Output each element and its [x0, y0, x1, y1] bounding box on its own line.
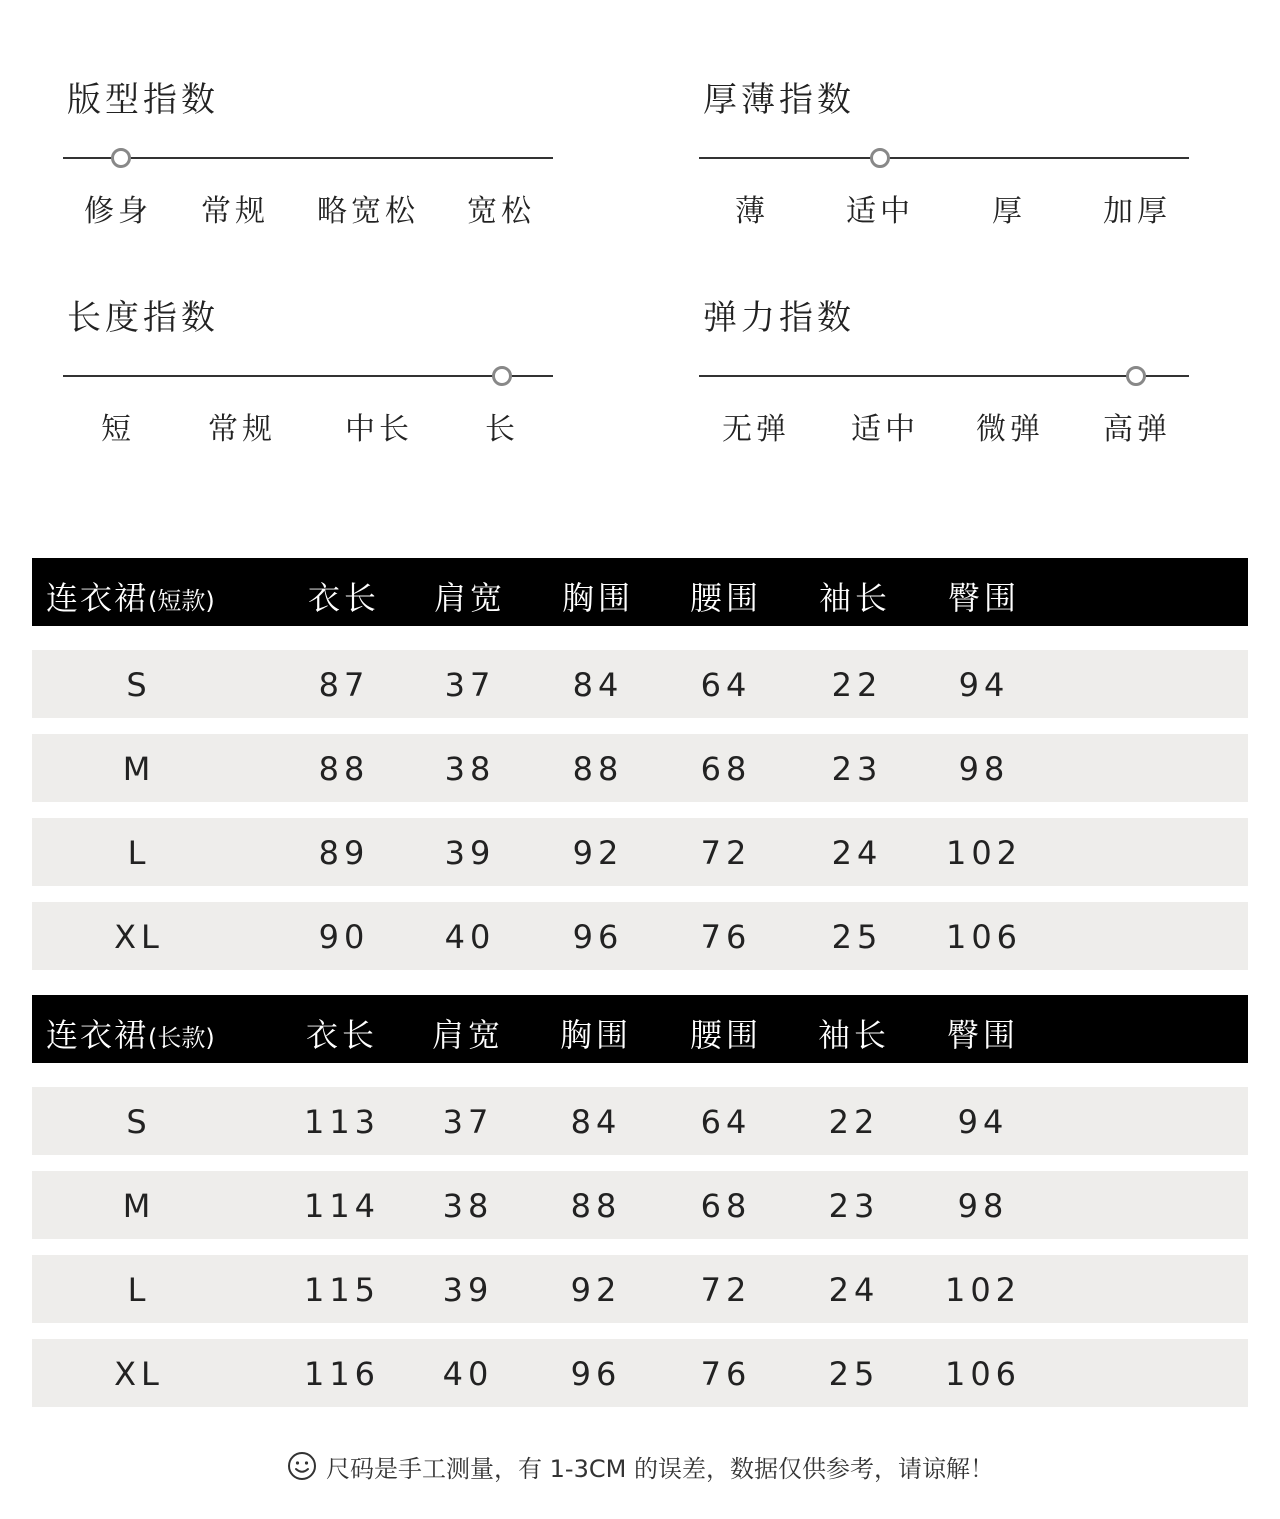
value-cell: 106: [945, 918, 1023, 956]
value-cell: 94: [957, 1103, 1009, 1141]
table-row: [32, 734, 1248, 802]
thickness-label-thin: 薄: [735, 194, 769, 229]
value-cell: 68: [700, 750, 752, 788]
value-cell: 96: [572, 918, 624, 956]
size-cell: L: [127, 1271, 151, 1309]
table-row: [32, 902, 1248, 970]
length-index: [63, 218, 553, 447]
fit-label-slim: 修身: [84, 194, 152, 229]
size-table-long: [32, 995, 1248, 1407]
value-cell: 92: [572, 834, 624, 872]
value-cell: 22: [831, 666, 883, 704]
value-cell: 40: [442, 1355, 494, 1393]
value-cell: 23: [831, 750, 883, 788]
col-header-hip: 臀围: [947, 579, 1021, 617]
col-header-shoulder: 肩宽: [431, 1016, 505, 1054]
table-header: [32, 995, 1248, 1063]
col-header-length: 衣长: [307, 579, 381, 617]
value-cell: 106: [944, 1355, 1022, 1393]
elasticity-label-medium: 适中: [851, 412, 919, 447]
value-cell: 39: [442, 1271, 494, 1309]
value-cell: 38: [444, 750, 496, 788]
value-cell: 37: [444, 666, 496, 704]
table-row: [32, 1171, 1248, 1239]
value-cell: 102: [945, 834, 1023, 872]
measurement-note: [0, 1446, 1280, 1486]
col-header-bust: 胸围: [559, 1016, 633, 1054]
size-cell: S: [126, 1103, 152, 1141]
value-cell: 25: [828, 1355, 880, 1393]
length-label-regular: 常规: [208, 412, 276, 447]
fit-index: [63, 0, 553, 229]
value-cell: 88: [318, 750, 370, 788]
thickness-index-marker: [870, 148, 890, 168]
value-cell: 88: [572, 750, 624, 788]
table-row: [32, 818, 1248, 886]
value-cell: 23: [828, 1187, 880, 1225]
elasticity-index-labels: [699, 404, 1189, 447]
value-cell: 64: [700, 1103, 752, 1141]
size-cell: XL: [114, 918, 164, 956]
value-cell: 24: [828, 1271, 880, 1309]
value-cell: 38: [442, 1187, 494, 1225]
length-index-marker: [492, 366, 512, 386]
value-cell: 116: [303, 1355, 381, 1393]
value-cell: 88: [570, 1187, 622, 1225]
thickness-index-track: [699, 157, 1189, 159]
thickness-index-title: 厚薄指数: [703, 80, 855, 120]
value-cell: 76: [700, 1355, 752, 1393]
elasticity-index-marker: [1126, 366, 1146, 386]
table-row: [32, 1339, 1248, 1407]
value-cell: 115: [303, 1271, 381, 1309]
col-header-waist: 腰围: [689, 1016, 763, 1054]
value-cell: 72: [700, 1271, 752, 1309]
size-cell: S: [126, 666, 152, 704]
value-cell: 89: [318, 834, 370, 872]
smile-icon: [286, 1450, 318, 1482]
value-cell: 24: [831, 834, 883, 872]
thickness-label-medium: 适中: [846, 194, 914, 229]
fit-label-regular: 常规: [201, 194, 269, 229]
table-row: [32, 650, 1248, 718]
thickness-label-thick: 厚: [992, 194, 1026, 229]
size-cell: L: [127, 834, 151, 872]
col-header-length: 衣长: [305, 1016, 379, 1054]
elasticity-label-slight: 微弹: [976, 412, 1044, 447]
length-label-long: 长: [485, 412, 519, 447]
thickness-index: [699, 0, 1189, 229]
table-row: [32, 1255, 1248, 1323]
thickness-label-extra-thick: 加厚: [1103, 194, 1171, 229]
col-header-sleeve: 袖长: [818, 579, 892, 617]
elasticity-label-high: 高弹: [1103, 412, 1171, 447]
value-cell: 113: [303, 1103, 381, 1141]
fit-index-title: 版型指数: [67, 80, 219, 120]
size-cell: M: [122, 750, 156, 788]
length-index-labels: [63, 404, 553, 447]
value-cell: 40: [444, 918, 496, 956]
length-label-short: 短: [101, 412, 135, 447]
size-cell: XL: [114, 1355, 164, 1393]
value-cell: 98: [957, 1187, 1009, 1225]
col-header-hip: 臀围: [946, 1016, 1020, 1054]
table-row: [32, 1087, 1248, 1155]
elasticity-index-track: [699, 375, 1189, 377]
value-cell: 96: [570, 1355, 622, 1393]
value-cell: 90: [318, 918, 370, 956]
value-cell: 98: [958, 750, 1010, 788]
fit-index-track: [63, 157, 553, 159]
value-cell: 37: [442, 1103, 494, 1141]
fit-label-loose: 宽松: [467, 194, 535, 229]
value-cell: 22: [828, 1103, 880, 1141]
elasticity-label-none: 无弹: [722, 412, 790, 447]
col-header-sleeve: 袖长: [817, 1016, 891, 1054]
elasticity-index: [699, 218, 1189, 447]
value-cell: 102: [944, 1271, 1022, 1309]
value-cell: 87: [318, 666, 370, 704]
value-cell: 94: [958, 666, 1010, 704]
value-cell: 25: [831, 918, 883, 956]
value-cell: 84: [572, 666, 624, 704]
table-title: 连衣裙(长款): [46, 1016, 215, 1054]
table-title: 连衣裙(短款): [46, 579, 215, 617]
length-index-track: [63, 375, 553, 377]
value-cell: 92: [570, 1271, 622, 1309]
measurement-note-text: 尺码是手工测量，有 1-3CM 的误差，数据仅供参考，请谅解！: [326, 1454, 994, 1483]
fit-index-marker: [111, 148, 131, 168]
value-cell: 72: [700, 834, 752, 872]
elasticity-index-title: 弹力指数: [703, 298, 855, 338]
fit-label-slightly-loose: 略宽松: [317, 194, 419, 229]
table-header: [32, 558, 1248, 626]
value-cell: 68: [700, 1187, 752, 1225]
col-header-waist: 腰围: [689, 579, 763, 617]
length-label-mid-long: 中长: [345, 412, 413, 447]
value-cell: 84: [570, 1103, 622, 1141]
col-header-shoulder: 肩宽: [433, 579, 507, 617]
length-index-title: 长度指数: [67, 298, 219, 338]
size-cell: M: [122, 1187, 156, 1225]
value-cell: 114: [303, 1187, 381, 1225]
value-cell: 76: [700, 918, 752, 956]
value-cell: 64: [700, 666, 752, 704]
value-cell: 39: [444, 834, 496, 872]
col-header-bust: 胸围: [561, 579, 635, 617]
size-table-short: [32, 558, 1248, 970]
